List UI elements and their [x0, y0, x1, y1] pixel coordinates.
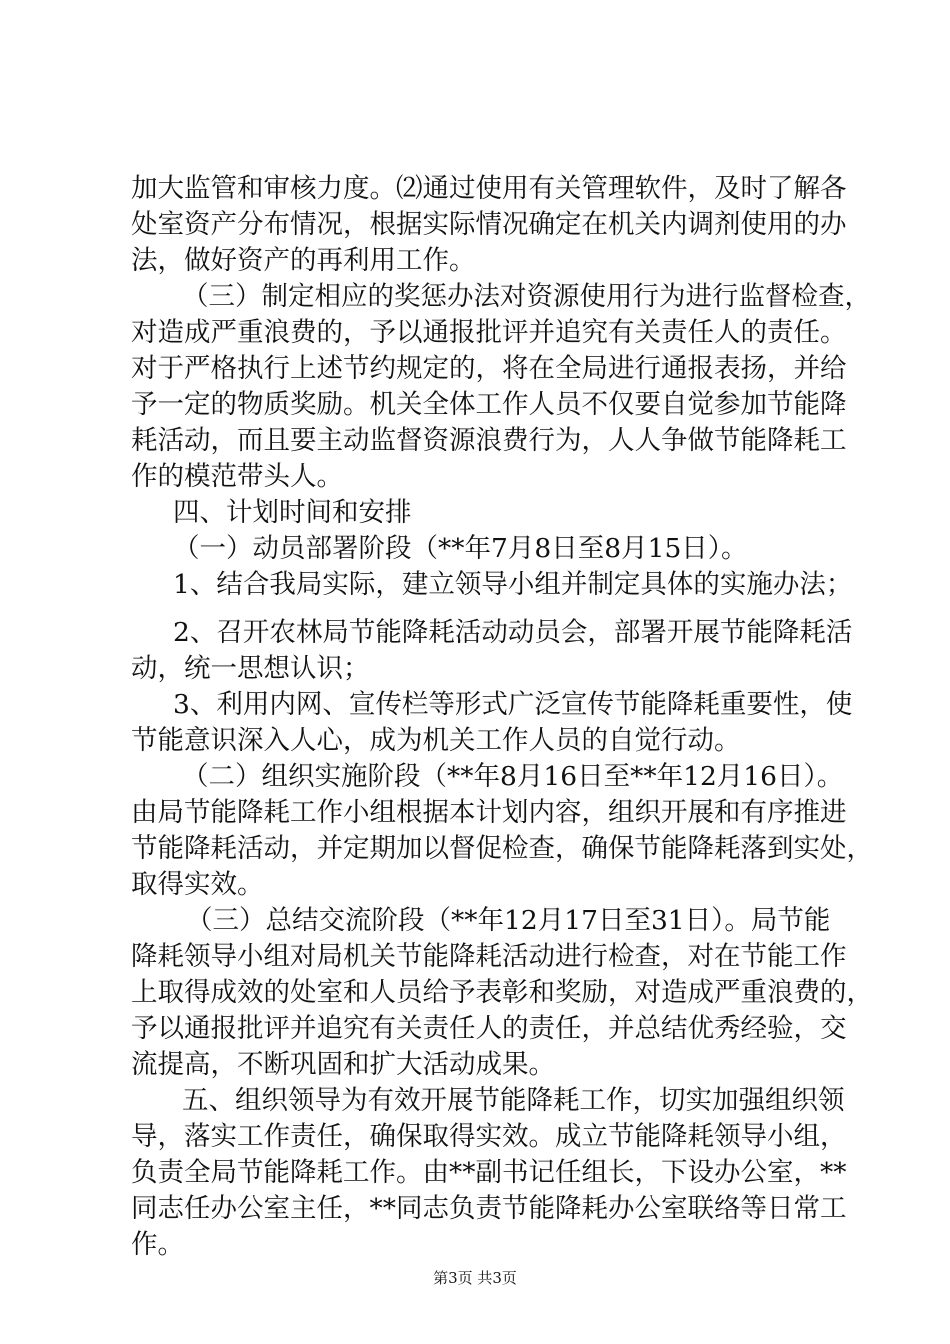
text-line: 2、召开农林局节能降耗活动动员会，部署开展节能降耗活: [173, 617, 853, 648]
text-line: 加大监管和审核力度。⑵通过使用有关管理软件，及时了解各: [131, 173, 847, 204]
text-line: 流提高，不断巩固和扩大活动成果。: [131, 1049, 555, 1080]
text-line: 负责全局节能降耗工作。由**副书记任组长，下设办公室，**: [131, 1157, 847, 1188]
page-footer: 第3页 共3页: [433, 1269, 517, 1287]
text-line: （一）动员部署阶段（**年7月8日至8月15日）。: [173, 533, 748, 564]
text-line: 法，做好资产的再利用工作。: [131, 245, 476, 276]
section-heading: 四、计划时间和安排: [173, 497, 412, 528]
text-line: 对造成严重浪费的，予以通报批评并追究有关责任人的责任。: [131, 317, 847, 348]
text-line: 对于严格执行上述节约规定的，将在全局进行通报表扬，并给: [131, 353, 847, 384]
text-line: 3、利用内网、宣传栏等形式广泛宣传节能降耗重要性，使: [173, 689, 853, 720]
text-line: 处室资产分布情况，根据实际情况确定在机关内调剂使用的办: [131, 209, 847, 240]
text-line: 节能降耗活动，并定期加以督促检查，确保节能降耗落到实处，: [131, 833, 873, 864]
text-line: （二）组织实施阶段（**年8月16日至**年12月16日）。: [182, 761, 844, 792]
text-line: 予一定的物质奖励。机关全体工作人员不仅要自觉参加节能降: [131, 389, 847, 420]
text-line: 降耗领导小组对局机关节能降耗活动进行检查，对在节能工作: [131, 941, 847, 972]
text-line: （三）制定相应的奖惩办法对资源使用行为进行监督检查，: [182, 281, 871, 312]
text-line: 作。: [131, 1229, 184, 1260]
text-line: 导，落实工作责任，确保取得实效。成立节能降耗领导小组，: [131, 1121, 847, 1152]
text-line: 予以通报批评并追究有关责任人的责任，并总结优秀经验，交: [131, 1013, 847, 1044]
section-heading: 五、组织领导为有效开展节能降耗工作，切实加强组织领: [182, 1085, 845, 1116]
text-line: 由局节能降耗工作小组根据本计划内容，组织开展和有序推进: [131, 797, 847, 828]
text-line: 节能意识深入人心，成为机关工作人员的自觉行动。: [131, 725, 741, 756]
text-line: 作的模范带头人。: [131, 461, 343, 492]
text-line: 1、结合我局实际，建立领导小组并制定具体的实施办法；: [173, 569, 853, 600]
text-line: 取得实效。: [131, 869, 264, 900]
text-line: 同志任办公室主任，**同志负责节能降耗办公室联络等日常工: [131, 1193, 847, 1224]
text-line: 上取得成效的处室和人员给予表彰和奖励，对造成严重浪费的，: [131, 977, 873, 1008]
text-line: （三）总结交流阶段（**年12月17日至31日）。局节能: [186, 905, 831, 936]
text-line: 动，统一思想认识；: [131, 653, 370, 684]
text-line: 耗活动，而且要主动监督资源浪费行为，人人争做节能降耗工: [131, 425, 847, 456]
